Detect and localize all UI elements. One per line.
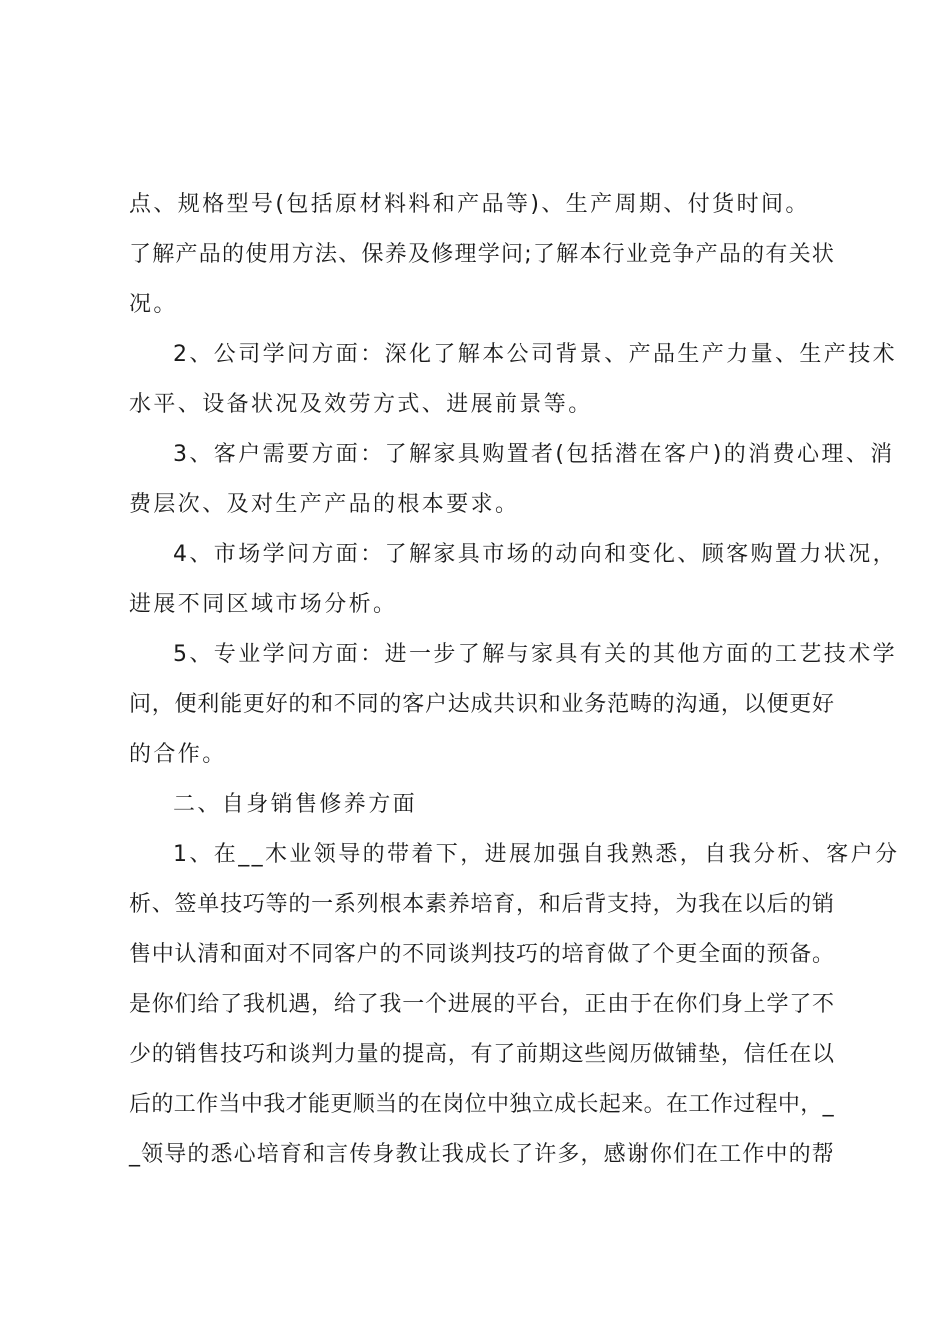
text-line: 的合作。 [129,742,227,767]
text-line: 5、专业学问方面：进一步了解与家具有关的其他方面的工艺技术学 [173,642,897,667]
text-line: 费层次、及对生产产品的根本要求。 [129,492,520,517]
text-line: 1、在__木业领导的带着下，进展加强自我熟悉，自我分析、客户分 [173,842,900,867]
text-line: 点、规格型号(包括原材料料和产品等)、生产周期、付货时间。 [129,192,810,217]
text-line: 是 你 们 给 了 我 机 遇 ， 给 了 我 一 个 进 展 的 平 台 ， 正 由 于 在 你 们 身 上 学 了 不 [129,992,834,1017]
section-heading: 二、自身销售修养方面 [173,792,418,817]
text-line: 2、公司学问方面：深化了解本公司背景、产品生产力量、生产技术 [173,342,897,367]
text-line: 售 中 认 清 和 面 对 不 同 客 户 的 不 同 谈 判 技 巧 的 培 育 做 了 个 更 全 面 的 预 备 。 [129,942,834,967]
text-line: 问 ， 便 利 能 更 好 的 和 不 同 的 客 户 达 成 共 识 和 业 务 范 畴 的 沟 通 ， 以 便 更 好 [129,692,834,717]
text-line: 少 的 销 售 技 巧 和 谈 判 力 量 的 提 高 ， 有 了 前 期 这 些 阅 历 做 铺 垫 ， 信 任 在 以 [129,1042,834,1067]
text-line: 后 的 工 作 当 中 我 才 能 更 顺 当 的 在 岗 位 中 独 立 成 长 起 来 。 在 工 作 过 程 中 ， _ [129,1092,834,1117]
text-line: 水平、设备状况及效劳方式、进展前景等。 [129,392,593,417]
text-line: 进展不同区域市场分析。 [129,592,398,617]
text-line: _ 领 导 的 悉 心 培 育 和 言 传 身 教 让 我 成 长 了 许 多 ， 感 谢 你 们 在 工 作 中 的 帮 [129,1142,834,1167]
text-line: 况。 [129,292,178,317]
text-line: 析 、 签 单 技 巧 等 的 一 系 列 根 本 素 养 培 育 ， 和 后 背 支 持 ， 为 我 在 以 后 的 销 [129,892,834,917]
text-line: 了 解 产 品 的 使 用 方 法 、 保 养 及 修 理 学 问 ; 了 解 本 行 业 竞 争 产 品 的 有 关 状 [129,242,834,267]
text-line: 4、市场学问方面：了解家具市场的动向和变化、顾客购置力状况， [173,542,897,567]
text-line: 3、客户需要方面：了解家具购置者(包括潜在客户)的消费心理、消 [173,442,895,467]
